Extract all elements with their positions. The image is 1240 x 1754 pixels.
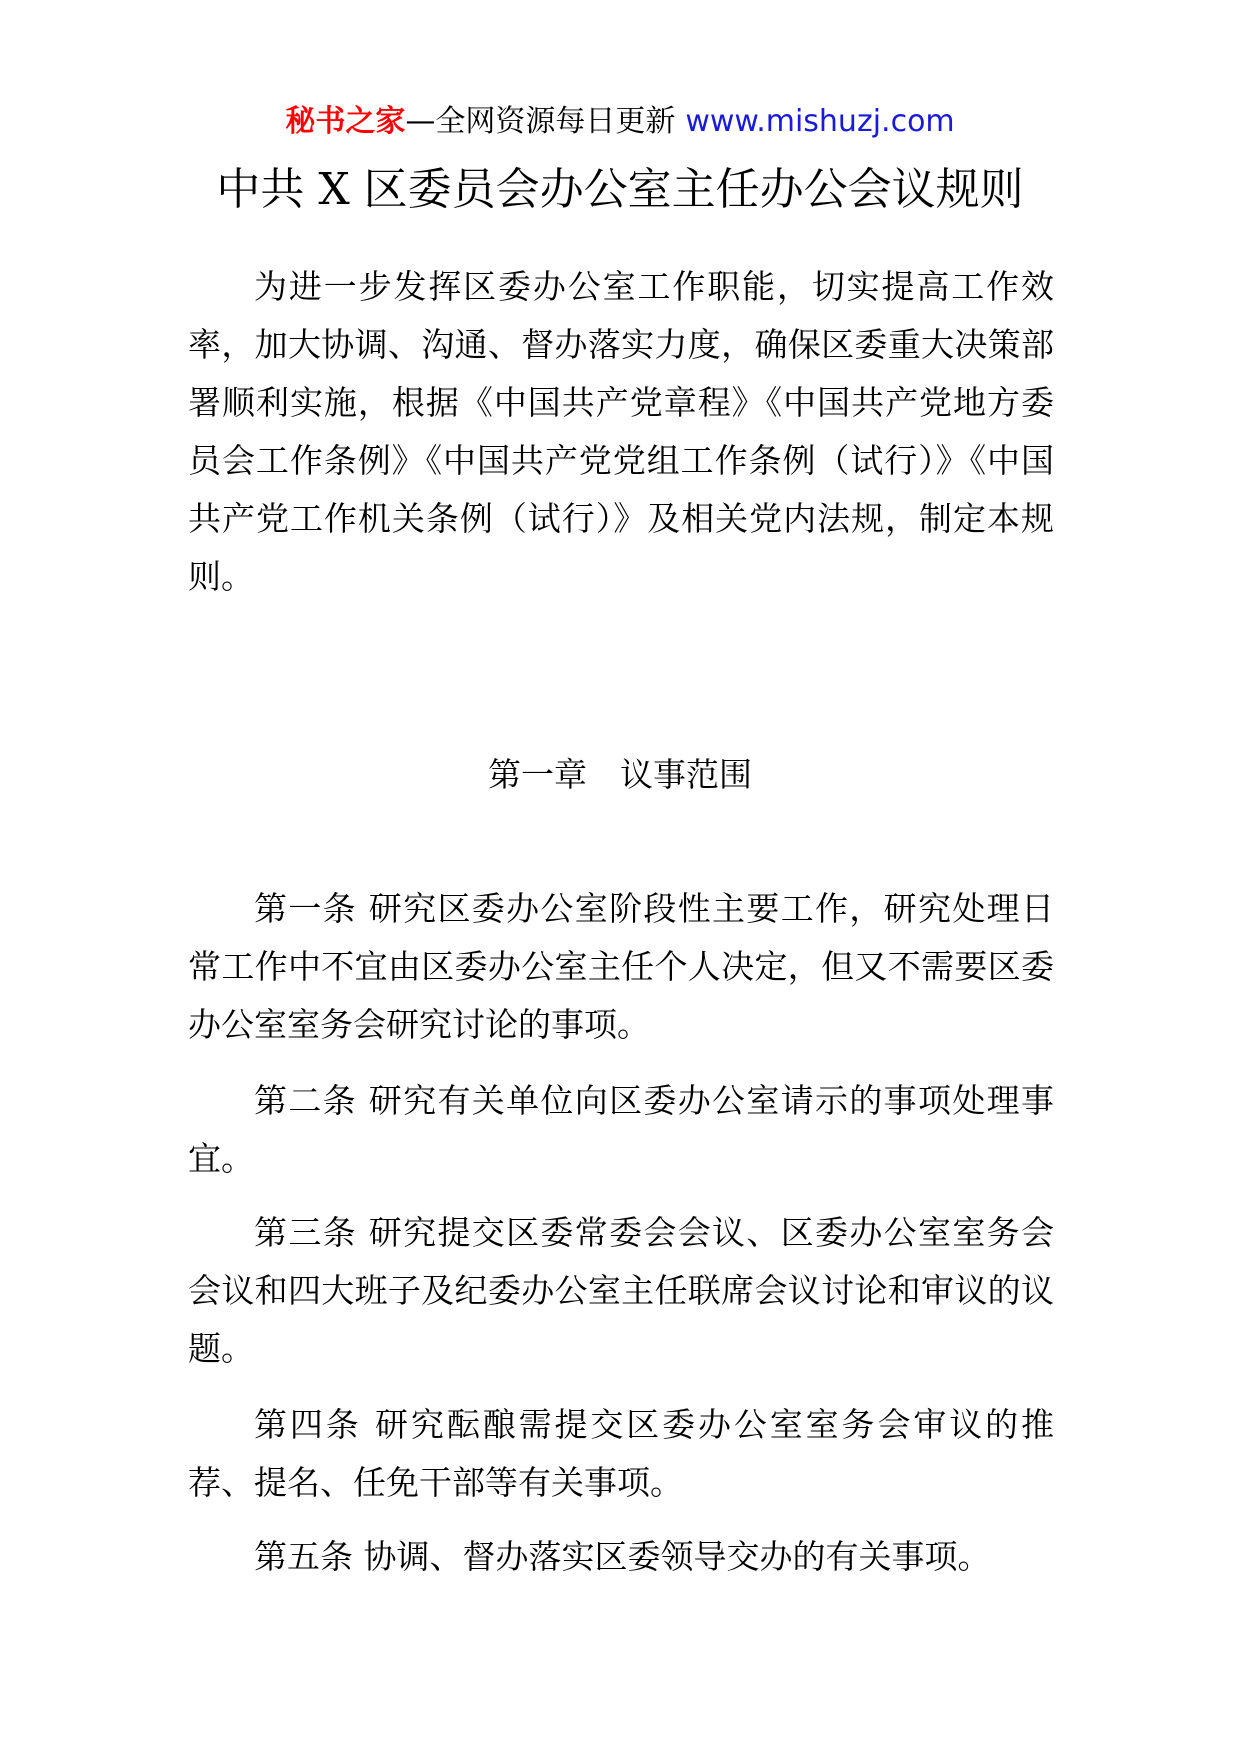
brand-name: 秘书之家 <box>285 104 406 139</box>
site-url-link[interactable]: www.mishuzj.com <box>685 104 955 139</box>
document-title: 中共 X 区委员会办公室主任办公会议规则 <box>216 164 1024 215</box>
chapter-heading: 第一章 议事范围 <box>488 755 752 794</box>
intro-paragraph: 为进一步发挥区委办公室工作职能，切实提高工作效率，加大协调、沟通、督办落实力度，确保区委重大决策部署顺利实施，根据《中国共产党章程》《中国共产党地方委员会工作条例》《中国共产党党组工作条例（试行）》《中国共产党工作机关条例（试行）》及相关党内法规，制定本规则。 <box>188 267 1054 596</box>
article-2: 第二条 研究有关单位向区委办公室请示的事项处理事宜。 <box>188 1081 1054 1178</box>
site-header <box>0 100 1240 144</box>
article-5: 第五条 协调、督办落实区委领导交办的有关事项。 <box>254 1537 991 1576</box>
article-1: 第一条 研究区委办公室阶段性主要工作，研究处理日常工作中不宜由区委办公室主任个人决定，但又不需要区委办公室室务会研究讨论的事项。 <box>188 889 1054 1044</box>
article-4: 第四条 研究酝酿需提交区委办公室室务会审议的推荐、提名、任免干部等有关事项。 <box>188 1405 1054 1502</box>
article-3: 第三条 研究提交区委常委会会议、区委办公室室务会会议和四大班子及纪委办公室主任联席会议讨论和审议的议题。 <box>188 1213 1054 1368</box>
site-tagline: —全网资源每日更新 <box>405 104 676 139</box>
